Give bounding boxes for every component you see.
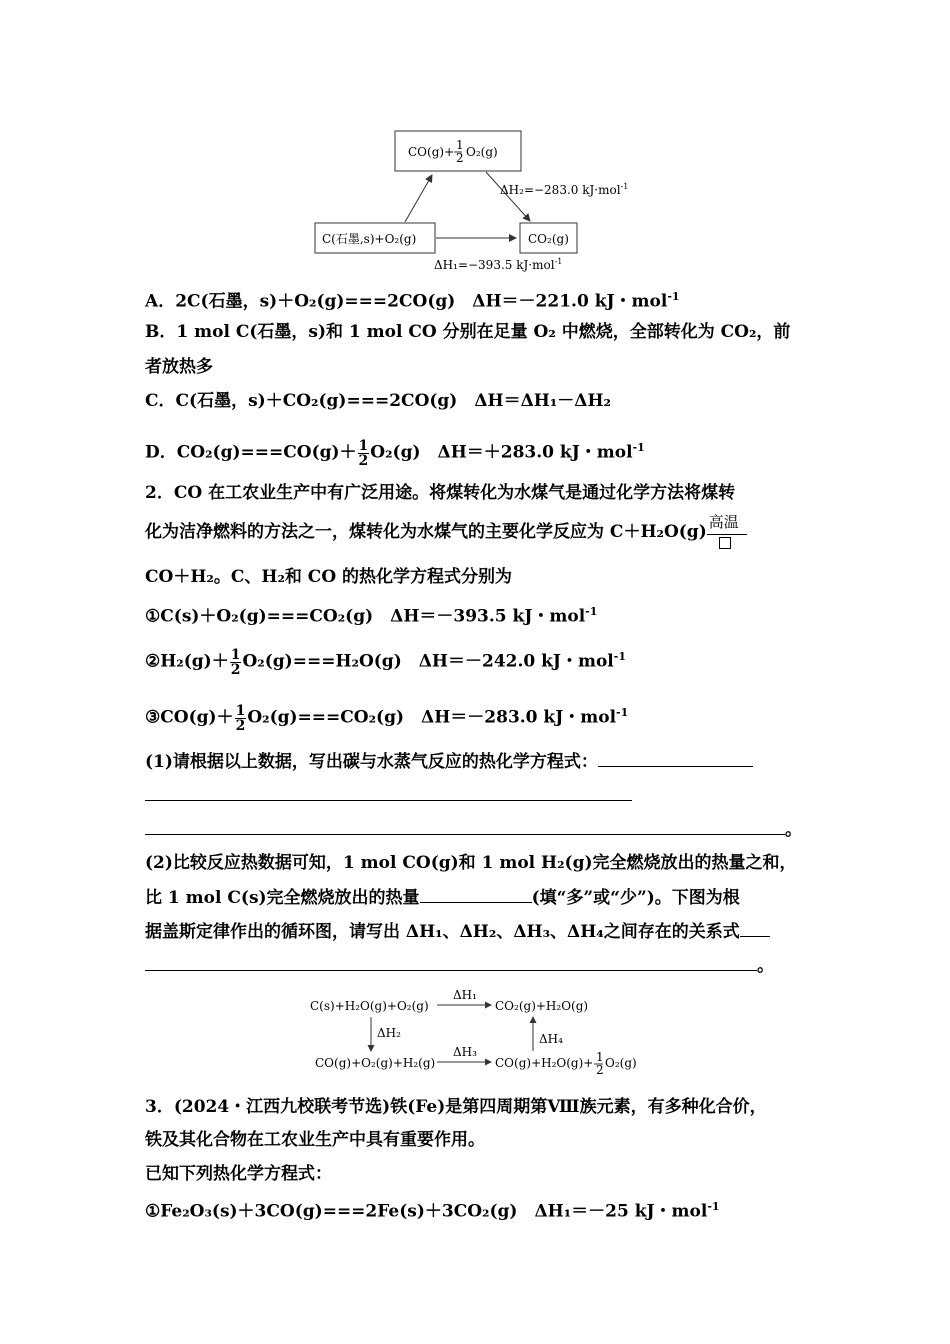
q3-line2: 铁及其化合物在工农业生产中具有重要作用。: [145, 1130, 485, 1150]
answer-blank-4[interactable]: [420, 886, 532, 903]
answer-blank-2[interactable]: [145, 784, 632, 801]
q2-line1: 2．CO 在工农业生产中有广泛用途。将煤转化为水煤气是通过化学方法将煤转: [145, 483, 736, 503]
box-top-frac-den: 2: [456, 151, 464, 165]
q3-line1: 3．(2024・江西九校联考节选)铁(Fe)是第四周期第Ⅷ族元素，有多种化合价，: [145, 1097, 767, 1117]
q3-line3: 已知下列热化学方程式：: [145, 1164, 332, 1184]
answer-blank-6[interactable]: [145, 954, 757, 971]
q2-part1-blank2: [145, 784, 632, 807]
option-b-line1: B．1 mol C(石墨，s)和 1 mol CO 分别在足量 O₂ 中燃烧，全部转化为 CO₂，前: [145, 322, 791, 342]
option-c: C．C(石墨，s)＋CO₂(g)===2CO(g) ΔH＝ΔH₁－ΔH₂: [145, 391, 611, 411]
box-left-text: C(石墨,s)+O₂(g): [322, 232, 417, 246]
answer-blank-3[interactable]: [145, 818, 785, 835]
reaction-condition: 高温: [707, 521, 747, 543]
q2-line2: 化为洁净燃料的方法之一，煤转化为水煤气的主要化学反应为 C＋H₂O(g) 高温: [145, 521, 747, 543]
box-top-text: CO(g)+: [408, 145, 455, 159]
option-a: A．2C(石墨，s)＋O₂(g)===2CO(g) ΔH＝－221.0 kJ・mol$^{-1}$: [145, 290, 680, 312]
q2-eq1: ①C(s)＋O₂(g)===CO₂(g) ΔH＝－393.5 kJ・mol$^{-1}$: [145, 605, 598, 627]
svg-text:1: 1: [596, 1050, 604, 1064]
state-top-left: C(s)+H₂O(g)+O₂(g): [310, 999, 429, 1013]
q2-line3: CO＋H₂。C、H₂和 CO 的热化学方程式分别为: [145, 567, 513, 587]
state-top-right: CO₂(g)+H₂O(g): [495, 999, 589, 1013]
dh1-label: ΔH₁=−393.5 kJ·mol$^{-1}$: [434, 257, 563, 272]
option-b-line2: 者放热多: [145, 357, 213, 377]
dh4-label: ΔH₄: [539, 1032, 563, 1046]
answer-blank-5[interactable]: [740, 920, 770, 937]
box-top-frac-num: 1: [456, 138, 464, 152]
state-bottom-left: CO(g)+O₂(g)+H₂(g): [315, 1056, 436, 1070]
q2-eq2: ②H₂(g)＋ $\frac{1}{2}$ O₂(g)===H₂O(g) ΔH＝－242.0 kJ・mol$^{-1}$: [145, 646, 626, 678]
dh1-label: ΔH₁: [453, 988, 477, 1002]
q2-part1-blank3: 。: [145, 818, 802, 841]
q2-part2-line3: 据盖斯定律作出的循环图，请写出 ΔH₁、ΔH₂、ΔH₃、ΔH₄之间存在的关系式: [145, 920, 770, 943]
enthalpy-cycle-diagram-1: [300, 125, 660, 275]
svg-text:O₂(g): O₂(g): [605, 1056, 637, 1070]
q2-part2-line2: 比 1 mol C(s)完全燃烧放出的热量 (填“多”或“少”)。下图为根: [145, 888, 740, 908]
dh2-label: ΔH₂: [377, 1026, 401, 1040]
q2-part2-line1: (2)比较反应热数据可知，1 mol CO(g)和 1 mol H₂(g)完全燃烧放出的热量之和，: [145, 853, 797, 873]
option-d: D．CO₂(g)===CO(g)＋ $\frac{1}{2}$ O₂(g) ΔH＝＋283.0 kJ・mol$^{-1}$: [145, 437, 645, 469]
q3-eq1: ①Fe₂O₃(s)＋3CO(g)===2Fe(s)＋3CO₂(g) ΔH₁＝－25 kJ・mol$^{-1}$: [145, 1200, 720, 1222]
hess-cycle-diagram-2: [305, 985, 655, 1080]
svg-text:2: 2: [596, 1063, 604, 1077]
box-top-tail: O₂(g): [466, 145, 498, 159]
state-bottom-right: CO(g)+H₂O(g)+: [495, 1056, 594, 1070]
dh3-label: ΔH₃: [453, 1045, 477, 1059]
q2-part2-blank6: 。: [145, 954, 774, 977]
q2-eq3: ③CO(g)＋ $\frac{1}{2}$ O₂(g)===CO₂(g) ΔH＝－283.0 kJ・mol$^{-1}$: [145, 702, 629, 734]
fraction-half: $\frac{1}{2}$: [358, 437, 369, 469]
answer-blank-1[interactable]: [598, 750, 753, 767]
dh2-label: ΔH₂=−283.0 kJ·mol$^{-1}$: [500, 182, 629, 197]
box-right-text: CO₂(g): [528, 232, 569, 246]
q2-part1: (1)请根据以上数据，写出碳与水蒸气反应的热化学方程式：: [145, 750, 753, 773]
